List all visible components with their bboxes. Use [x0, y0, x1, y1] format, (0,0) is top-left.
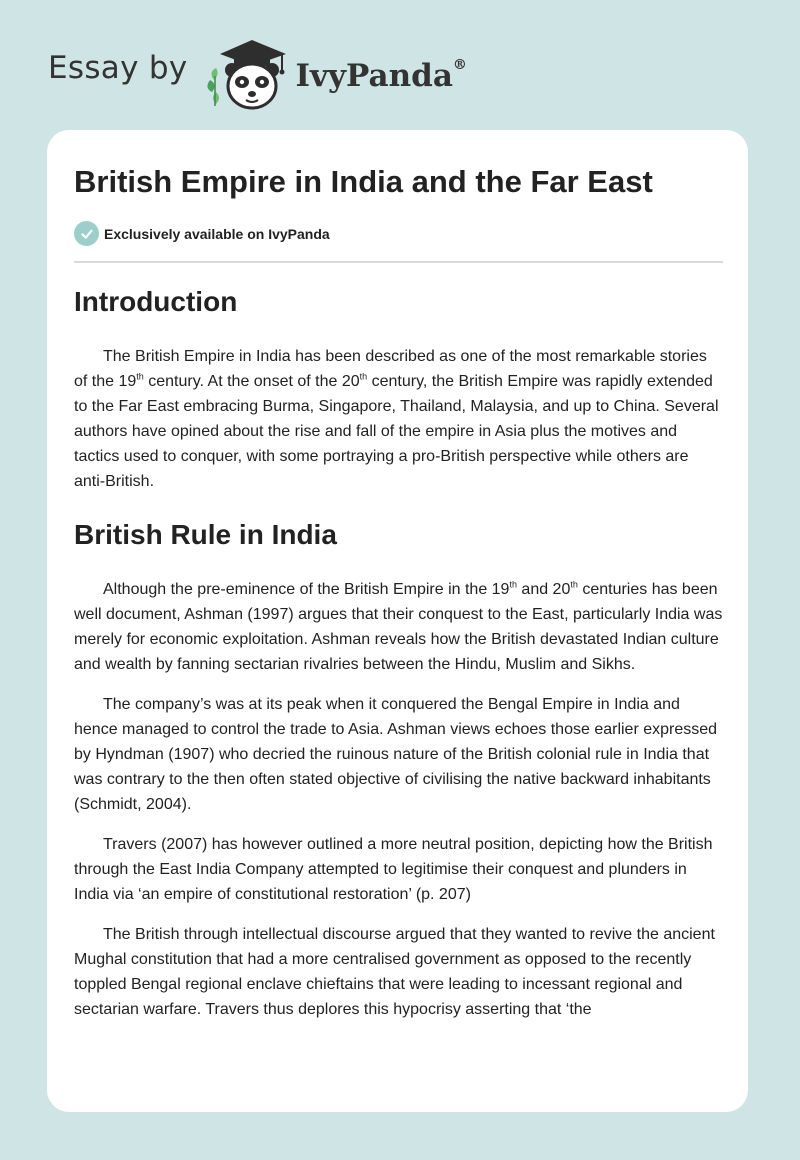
- site-header: [48, 36, 467, 112]
- paragraph: Travers (2007) has however outlined a more neutral position, depicting how the British through the East India Company attempted to legitimise their conquest and plunders in India via ‘an empire of constitutional restoration’ (p. 207): [74, 836, 713, 903]
- paragraph: The British Empire in India has been described as one of the most remarkable stories of the 19th century. At the onset of the 20th century, the British Empire was rapidly extended to the Far East embracing Burma, Singapore, Thailand, Malaysia, and up to China. Several authors have opined about the rise and fall of the empire in Asia plus the motives and tactics used to conquer, with some portraying a pro-British perspective while others are anti-British.: [74, 348, 719, 490]
- brand-name[interactable]: [296, 58, 467, 94]
- ivy-leaf-icon: [207, 68, 219, 106]
- essay-by-label: Essay by: [48, 50, 188, 86]
- section-heading: British Rule in India: [74, 519, 337, 550]
- registered-mark: ®: [452, 56, 467, 73]
- paragraph: Although the pre-eminence of the British Empire in the 19th and 20th centuries has been well document, Ashman (1997) argues that their conquest to the East, particularly India was merely for economic exploitation. Ashman reveals how the British devastated Indian culture and wealth by fanning sectarian rivalries between the Hindu, Muslim and Sikhs.: [74, 579, 723, 673]
- check-icon: [74, 221, 99, 246]
- exclusive-badge-text: Exclusively available on IvyPanda: [104, 225, 330, 242]
- brand-text[interactable]: IvyPanda: [295, 58, 453, 94]
- panda-logo-icon[interactable]: [206, 36, 292, 112]
- essay-card: [47, 130, 748, 1112]
- exclusive-badge: [74, 221, 330, 246]
- essay-title: British Empire in India and the Far East: [74, 164, 653, 199]
- paragraph: The company’s was at its peak when it conquered the Bengal Empire in India and hence managed to control the trade to Asia. Ashman views echoes those earlier expressed by Hyndman (1907) who decried the ruinous nature of the British colonial rule in India that was contrary to the then often stated objective of civilising the native backward inhabitants (Schmidt, 2004).: [74, 696, 718, 813]
- paragraph: The British through intellectual discourse argued that they wanted to revive the ancient Mughal constitution that had a more centralised government as opposed to the recently toppled Bengal regional enclave chieftains that were leading to incessant regional and sectarian warfare. Travers thus deplores this hypocrisy asserting that ‘the: [74, 926, 715, 1018]
- essay-body: [74, 280, 723, 1022]
- section-heading: Introduction: [74, 286, 238, 317]
- divider: [74, 261, 723, 263]
